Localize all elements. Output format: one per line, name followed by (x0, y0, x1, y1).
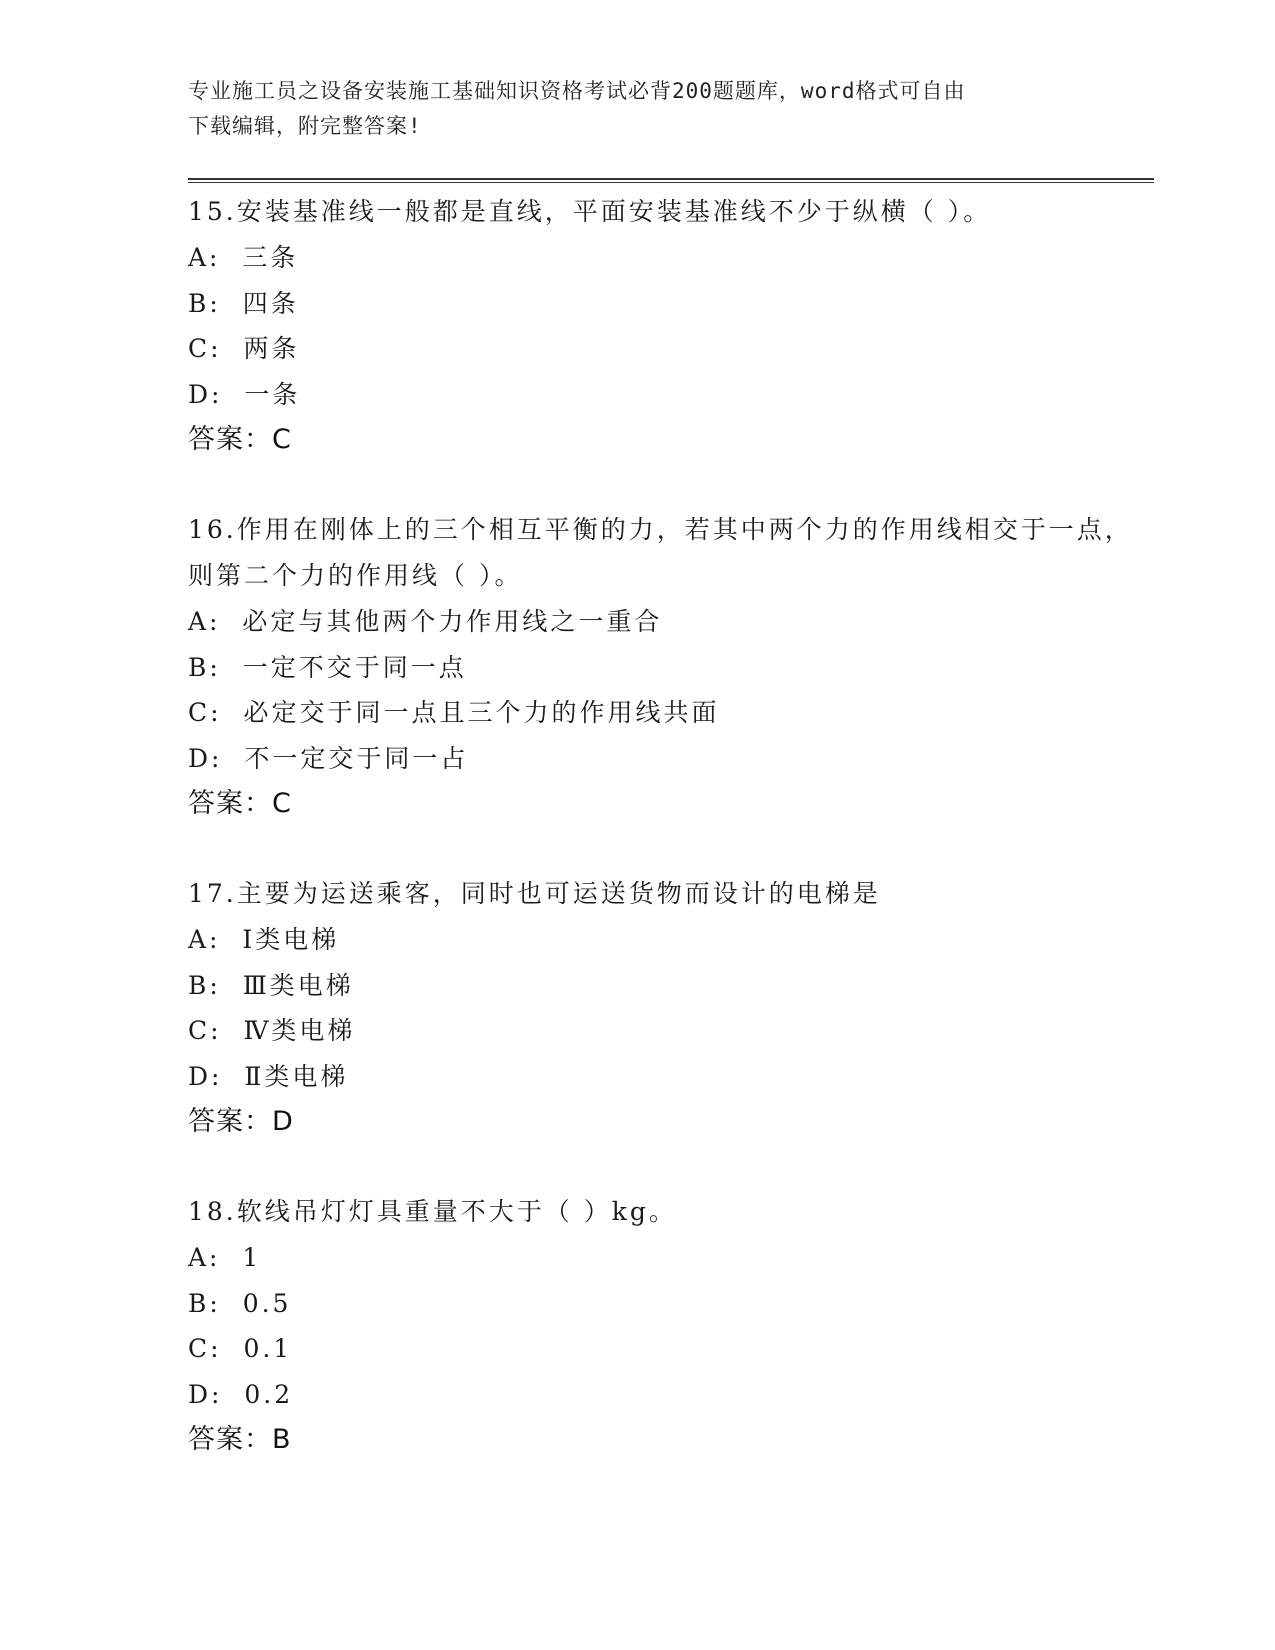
option-b: B: 一定不交于同一点 (188, 652, 467, 682)
question-list (188, 189, 1148, 1507)
option-a: A: 1 (188, 1243, 262, 1272)
option-c: C: 0.1 (188, 1334, 293, 1363)
question-stem: 15.安装基准线一般都是直线，平面安装基准线不少于纵横（ ）。 (188, 197, 992, 226)
answer-line: 答案：C (188, 424, 292, 455)
answer-line: 答案：D (188, 1106, 294, 1137)
option-a: A: 三条 (188, 243, 299, 272)
question-stem: 18.软线吊灯灯具重量不大于（ ）kg。 (188, 1197, 677, 1226)
option-c: C: Ⅳ类电梯 (188, 1016, 356, 1045)
option-a: A: Ⅰ类电梯 (188, 925, 340, 954)
header-divider (188, 178, 1154, 183)
question-16 (188, 507, 1148, 827)
question-stem: 17.主要为运送乘客，同时也可运送货物而设计的电梯是 (188, 879, 881, 908)
question-stem: 16.作用在刚体上的三个相互平衡的力，若其中两个力的作用线相交于一点，则第二个力的作用线（ ）。 (188, 515, 1133, 590)
option-c: C: 必定交于同一点且三个力的作用线共面 (188, 698, 720, 727)
option-b: B: Ⅲ类电梯 (188, 970, 354, 1000)
option-b: B: 四条 (188, 288, 299, 318)
answer-line: 答案：B (188, 1424, 292, 1455)
option-d: D: 不一定交于同一占 (188, 743, 469, 773)
answer-line: 答案：C (188, 788, 292, 819)
header-title-line-1: 专业施工员之设备安装施工基础知识资格考试必背200题题库，word格式可自由 (188, 79, 966, 103)
option-d: D: 一条 (188, 379, 301, 409)
option-a: A: 必定与其他两个力作用线之一重合 (188, 607, 663, 636)
option-b: B: 0.5 (188, 1288, 292, 1318)
question-17 (188, 871, 1148, 1145)
option-c: C: 两条 (188, 334, 300, 363)
option-d: D: Ⅱ类电梯 (188, 1061, 349, 1091)
header-title-line-2: 下载编辑，附完整答案! (188, 114, 422, 138)
document-header (188, 74, 1088, 144)
question-15 (188, 189, 1148, 463)
question-18 (188, 1189, 1148, 1463)
option-d: D: 0.2 (188, 1379, 294, 1409)
